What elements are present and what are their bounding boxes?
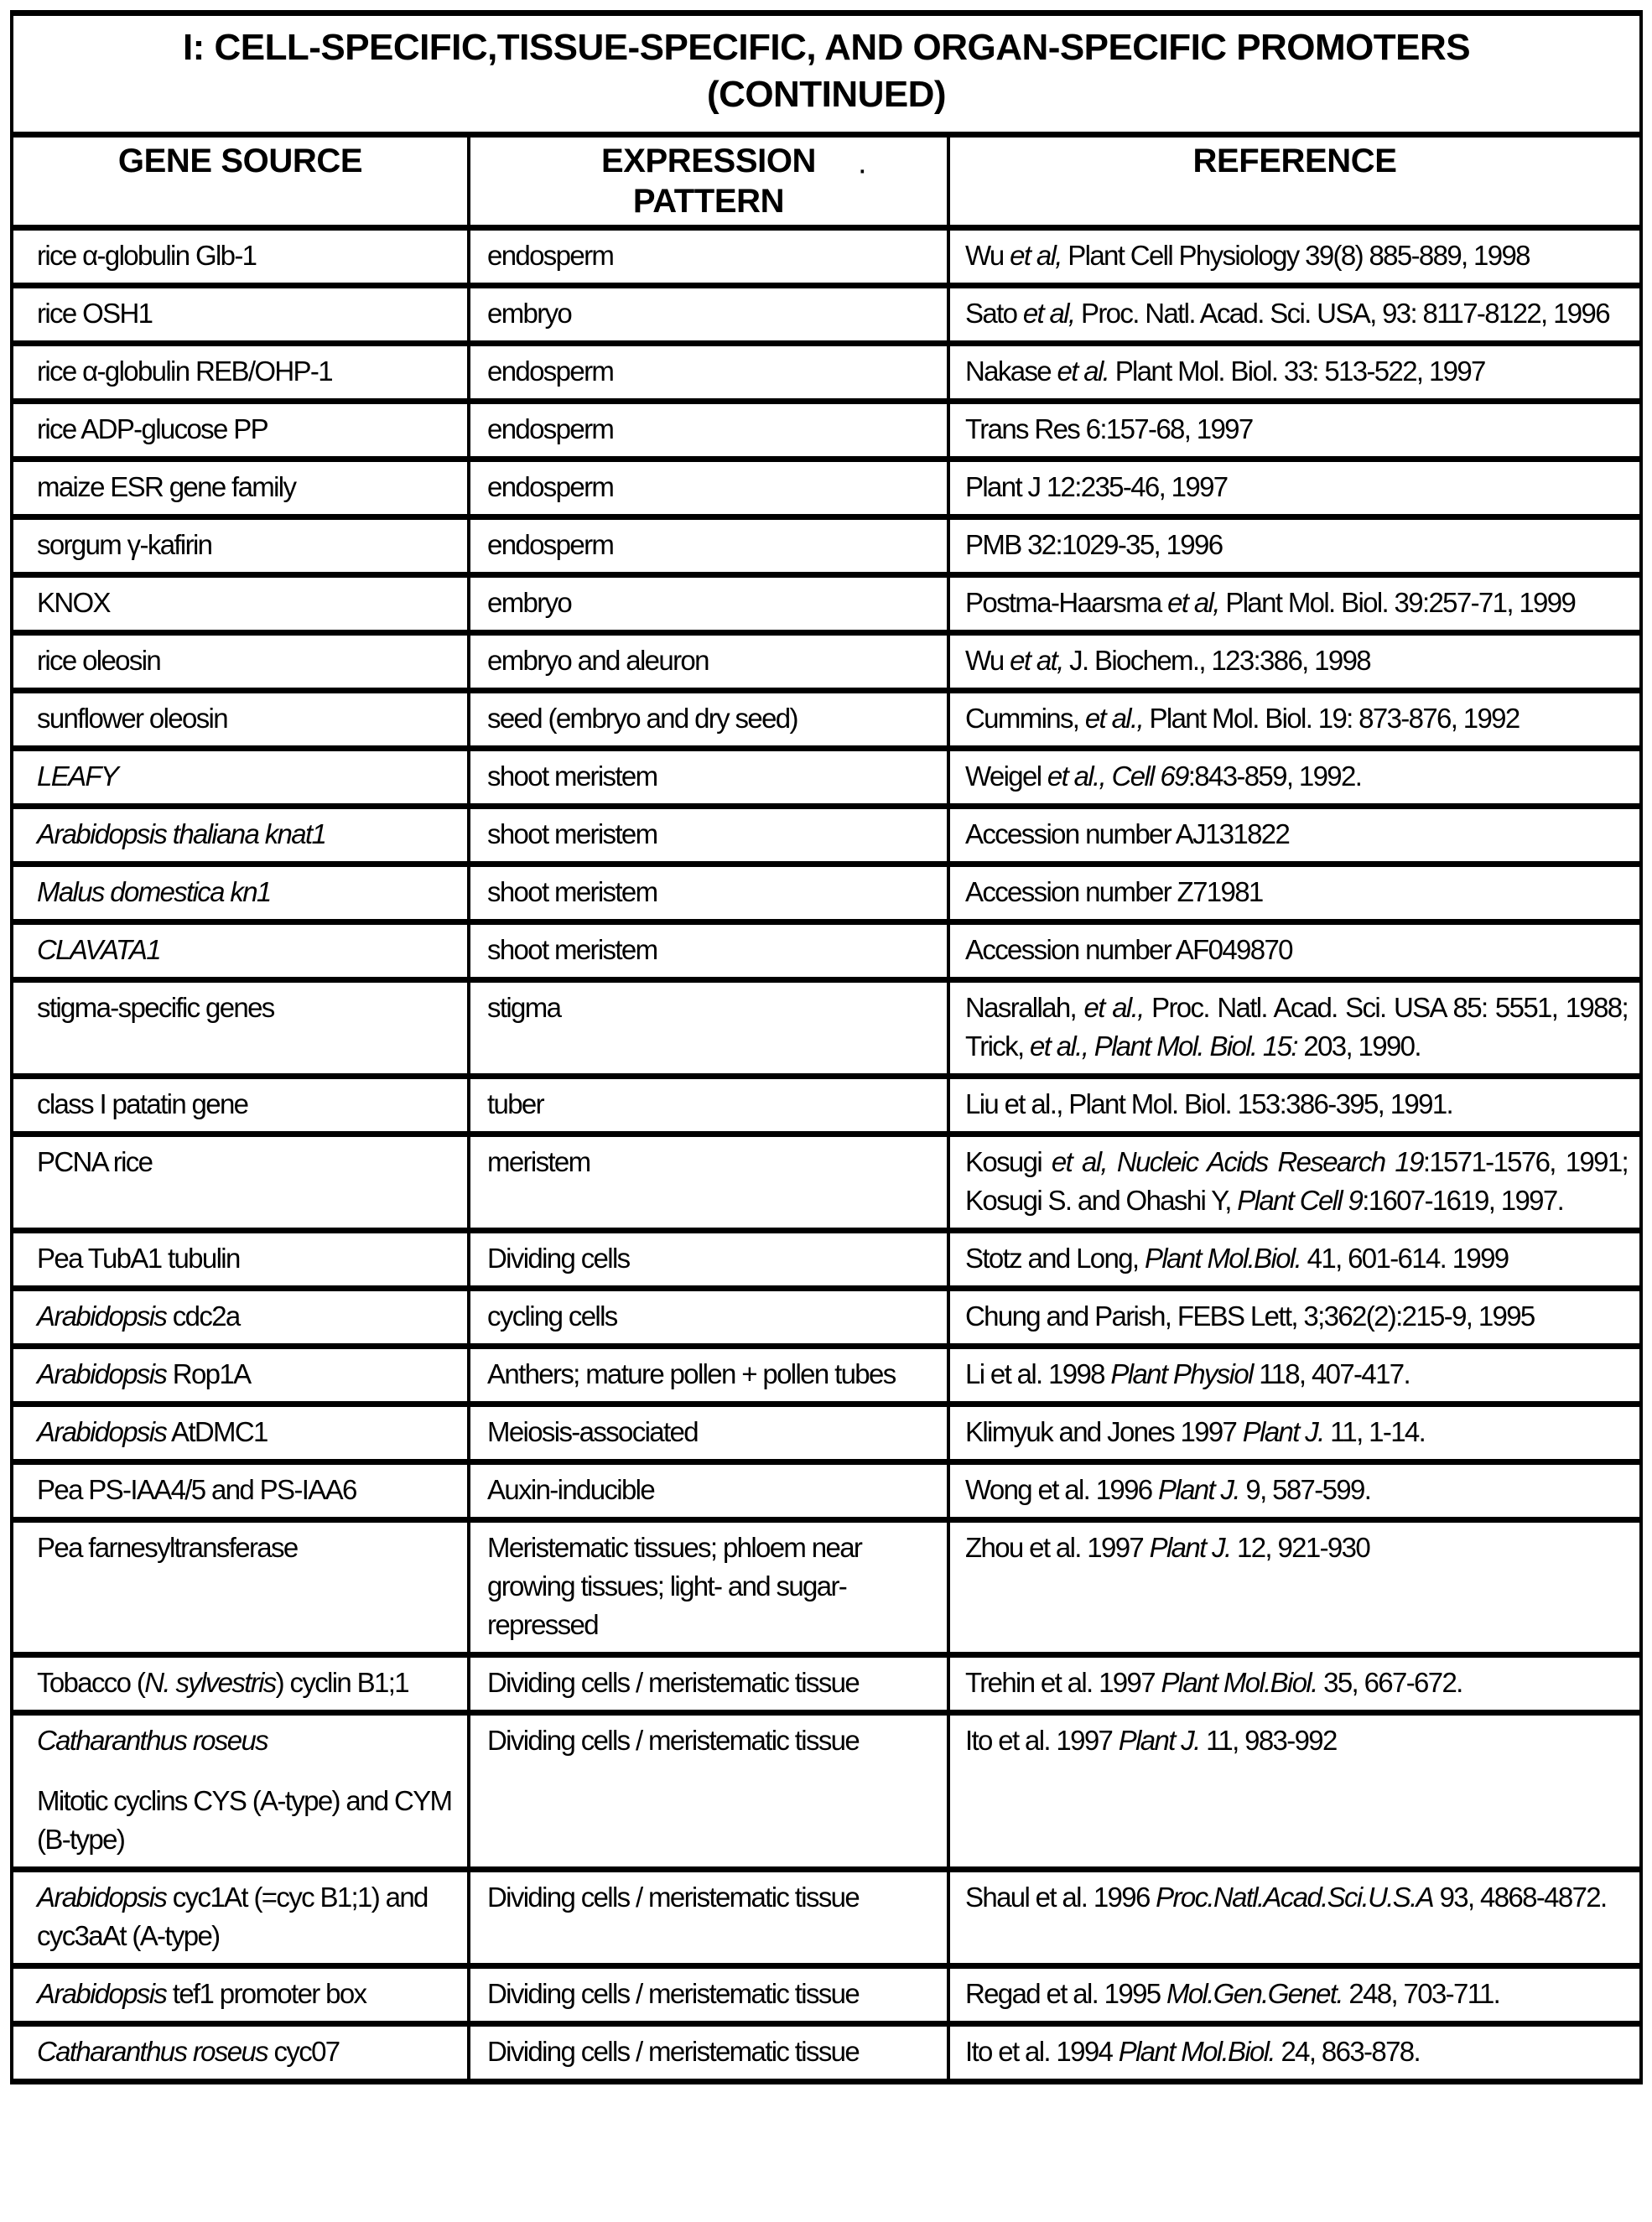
gene-text: PCNA rice bbox=[37, 1146, 153, 1177]
cell-ref-row-21 bbox=[948, 1462, 1641, 1520]
gene-text: Arabidopsis cdc2a bbox=[37, 1300, 240, 1332]
ref-text: Postma-Haarsma et al, Plant Mol. Biol. 39:257-71, 1999 bbox=[965, 587, 1576, 618]
ref-text: PMB 32:1029-35, 1996 bbox=[965, 529, 1223, 560]
cell-gene-row-17 bbox=[12, 1231, 469, 1289]
ref-text: Shaul et al. 1996 Proc.Natl.Acad.Sci.U.S.A 93, 4868-4872. bbox=[965, 1882, 1607, 1913]
gene-text: rice α-globulin REB/OHP-1 bbox=[37, 356, 332, 387]
cell-gene-row-7 bbox=[12, 575, 469, 633]
gene-text: Mitotic cyclins CYS (A-type) and CYM (B-type) bbox=[37, 1785, 452, 1855]
cell-pattern-row-11 bbox=[469, 807, 948, 864]
ref-text: Trehin et al. 1997 Plant Mol.Biol. 35, 667-672. bbox=[965, 1667, 1462, 1698]
cell-pattern-row-24 bbox=[469, 1713, 948, 1870]
cell-pattern-row-7 bbox=[469, 575, 948, 633]
table-body bbox=[12, 228, 1641, 2082]
gene-text: Tobacco (N. sylvestris) cyclin B1;1 bbox=[37, 1667, 408, 1698]
cell-ref-row-12 bbox=[948, 864, 1641, 922]
cell-pattern-row-9 bbox=[469, 691, 948, 749]
cell-pattern-row-13 bbox=[469, 922, 948, 980]
table-row bbox=[12, 286, 1641, 344]
table-row bbox=[12, 1134, 1641, 1231]
ref-text: Trans Res 6:157-68, 1997 bbox=[965, 413, 1253, 444]
pattern-text: embryo bbox=[487, 587, 572, 618]
pattern-text: endosperm bbox=[487, 240, 614, 271]
ref-text: Kosugi et al, Nucleic Acids Research 19:1571-1576, 1991; Kosugi S. and Ohashi Y, Plant Cell 9:1607-1619, 1997. bbox=[965, 1146, 1629, 1216]
cell-ref-row-7 bbox=[948, 575, 1641, 633]
ref-text: Wong et al. 1996 Plant J. 9, 587-599. bbox=[965, 1474, 1371, 1505]
ref-text: Li et al. 1998 Plant Physiol 118, 407-417. bbox=[965, 1358, 1410, 1389]
cell-gene-row-10 bbox=[12, 749, 469, 807]
ref-text: Stotz and Long, Plant Mol.Biol. 41, 601-614. 1999 bbox=[965, 1243, 1509, 1274]
cell-pattern-row-23 bbox=[469, 1655, 948, 1713]
expression-header-line2: PATTERN bbox=[632, 183, 785, 220]
cell-gene-row-9 bbox=[12, 691, 469, 749]
gene-text: sunflower oleosin bbox=[37, 703, 227, 734]
gene-text: Catharanthus roseus cyc07 bbox=[37, 2036, 340, 2067]
cell-ref-row-16 bbox=[948, 1134, 1641, 1231]
cell-pattern-row-1 bbox=[469, 228, 948, 286]
cell-ref-row-18 bbox=[948, 1289, 1641, 1347]
table-row bbox=[12, 980, 1641, 1077]
gene-text: stigma-specific genes bbox=[37, 992, 274, 1023]
cell-pattern-row-16 bbox=[469, 1134, 948, 1231]
cell-ref-row-9 bbox=[948, 691, 1641, 749]
cell-pattern-row-14 bbox=[469, 980, 948, 1077]
scan-artifact-dot: · bbox=[857, 153, 868, 188]
column-header-reference: REFERENCE bbox=[948, 135, 1641, 228]
table-row bbox=[12, 922, 1641, 980]
ref-text: Nasrallah, et al., Proc. Natl. Acad. Sci. USA 85: 5551, 1988; Trick, et al., Plant Mol. Biol. 15: 203, 1990. bbox=[965, 992, 1629, 1062]
cell-ref-row-10 bbox=[948, 749, 1641, 807]
pattern-text: embryo and aleuron bbox=[487, 645, 709, 676]
cell-pattern-row-27 bbox=[469, 2024, 948, 2082]
gene-text: rice ADP-glucose PP bbox=[37, 413, 268, 444]
cell-ref-row-27 bbox=[948, 2024, 1641, 2082]
cell-gene-row-4 bbox=[12, 402, 469, 459]
cell-pattern-row-25 bbox=[469, 1870, 948, 1966]
ref-text: Ito et al. 1997 Plant J. 11, 983-992 bbox=[965, 1725, 1337, 1756]
ref-text: Chung and Parish, FEBS Lett, 3;362(2):215-9, 1995 bbox=[965, 1300, 1535, 1332]
expression-header-line1: EXPRESSION bbox=[600, 143, 817, 179]
gene-text: maize ESR gene family bbox=[37, 471, 296, 502]
cell-gene-row-19 bbox=[12, 1347, 469, 1404]
cell-gene-row-12 bbox=[12, 864, 469, 922]
pattern-text: seed (embryo and dry seed) bbox=[487, 703, 797, 734]
table-row bbox=[12, 1347, 1641, 1404]
ref-text: Plant J 12:235-46, 1997 bbox=[965, 471, 1228, 502]
pattern-text: Dividing cells / meristematic tissue bbox=[487, 1978, 860, 2009]
table-title bbox=[12, 13, 1641, 135]
gene-text: class I patatin gene bbox=[37, 1088, 248, 1119]
cell-gene-row-25 bbox=[12, 1870, 469, 1966]
pattern-text: endosperm bbox=[487, 356, 614, 387]
gene-text: CLAVATA1 bbox=[37, 934, 160, 965]
gene-text: Arabidopsis cyc1At (=cyc B1;1) and cyc3aAt (A-type) bbox=[37, 1882, 428, 1951]
cell-gene-row-8 bbox=[12, 633, 469, 691]
table-row bbox=[12, 1713, 1641, 1870]
cell-ref-row-6 bbox=[948, 517, 1641, 575]
table-row bbox=[12, 633, 1641, 691]
pattern-text: Anthers; mature pollen + pollen tubes bbox=[487, 1358, 896, 1389]
pattern-text: shoot meristem bbox=[487, 876, 657, 907]
ref-text: Nakase et al. Plant Mol. Biol. 33: 513-522, 1997 bbox=[965, 356, 1485, 387]
cell-ref-row-3 bbox=[948, 344, 1641, 402]
gene-text: rice OSH1 bbox=[37, 298, 153, 329]
header-row bbox=[12, 135, 1641, 228]
cell-pattern-row-18 bbox=[469, 1289, 948, 1347]
gene-text: rice α-globulin Glb-1 bbox=[37, 240, 257, 271]
pattern-text: endosperm bbox=[487, 471, 614, 502]
gene-text: Pea farnesyltransferase bbox=[37, 1532, 298, 1563]
table-row bbox=[12, 459, 1641, 517]
cell-gene-row-2 bbox=[12, 286, 469, 344]
ref-text: Ito et al. 1994 Plant Mol.Biol. 24, 863-878. bbox=[965, 2036, 1420, 2067]
column-header-gene-source: GENE SOURCE bbox=[12, 135, 469, 228]
cell-gene-row-14 bbox=[12, 980, 469, 1077]
table-row bbox=[12, 691, 1641, 749]
ref-text: Cummins, et al., Plant Mol. Biol. 19: 873-876, 1992 bbox=[965, 703, 1520, 734]
table-title-line1: I: CELL-SPECIFIC,TISSUE-SPECIFIC, AND ORGAN-SPECIFIC PROMOTERS bbox=[182, 27, 1471, 68]
cell-ref-row-1 bbox=[948, 228, 1641, 286]
cell-ref-row-24 bbox=[948, 1713, 1641, 1870]
cell-gene-row-16 bbox=[12, 1134, 469, 1231]
cell-gene-row-26 bbox=[12, 1966, 469, 2024]
pattern-text: Meiosis-associated bbox=[487, 1416, 698, 1447]
cell-gene-row-27 bbox=[12, 2024, 469, 2082]
cell-ref-row-15 bbox=[948, 1077, 1641, 1134]
cell-pattern-row-15 bbox=[469, 1077, 948, 1134]
table-title-line2: (CONTINUED) bbox=[706, 74, 947, 115]
pattern-text: Dividing cells / meristematic tissue bbox=[487, 1725, 860, 1756]
gene-text: Catharanthus roseus bbox=[37, 1725, 268, 1756]
table-row bbox=[12, 1231, 1641, 1289]
pattern-text: shoot meristem bbox=[487, 761, 657, 792]
cell-ref-row-14 bbox=[948, 980, 1641, 1077]
table-row bbox=[12, 1966, 1641, 2024]
cell-gene-row-24 bbox=[12, 1713, 469, 1870]
pattern-text: cycling cells bbox=[487, 1300, 617, 1332]
cell-gene-row-21 bbox=[12, 1462, 469, 1520]
cell-gene-row-13 bbox=[12, 922, 469, 980]
cell-pattern-row-22 bbox=[469, 1520, 948, 1655]
ref-text: Accession number Z71981 bbox=[965, 876, 1263, 907]
table-row bbox=[12, 1077, 1641, 1134]
cell-ref-row-13 bbox=[948, 922, 1641, 980]
gene-text: Malus domestica kn1 bbox=[37, 876, 271, 907]
cell-gene-row-6 bbox=[12, 517, 469, 575]
pattern-text: Dividing cells / meristematic tissue bbox=[487, 1882, 860, 1913]
gene-text: Arabidopsis Rop1A bbox=[37, 1358, 251, 1389]
table-row bbox=[12, 575, 1641, 633]
gene-text: Arabidopsis AtDMC1 bbox=[37, 1416, 268, 1447]
pattern-text: Dividing cells / meristematic tissue bbox=[487, 2036, 860, 2067]
cell-ref-row-19 bbox=[948, 1347, 1641, 1404]
cell-pattern-row-4 bbox=[469, 402, 948, 459]
table-row bbox=[12, 517, 1641, 575]
pattern-text: tuber bbox=[487, 1088, 543, 1119]
cell-pattern-row-5 bbox=[469, 459, 948, 517]
ref-text: Accession number AJ131822 bbox=[965, 818, 1290, 849]
ref-text: Liu et al., Plant Mol. Biol. 153:386-395, 1991. bbox=[965, 1088, 1453, 1119]
cell-gene-row-18 bbox=[12, 1289, 469, 1347]
gene-text: Pea PS-IAA4/5 and PS-IAA6 bbox=[37, 1474, 356, 1505]
gene-text: Arabidopsis tef1 promoter box bbox=[37, 1978, 366, 2009]
cell-pattern-row-2 bbox=[469, 286, 948, 344]
cell-pattern-row-19 bbox=[469, 1347, 948, 1404]
table-row bbox=[12, 344, 1641, 402]
gene-text: Pea TubA1 tubulin bbox=[37, 1243, 240, 1274]
cell-pattern-row-8 bbox=[469, 633, 948, 691]
table-row bbox=[12, 749, 1641, 807]
cell-pattern-row-3 bbox=[469, 344, 948, 402]
ref-text: Wu et al, Plant Cell Physiology 39(8) 885-889, 1998 bbox=[965, 240, 1530, 271]
cell-ref-row-8 bbox=[948, 633, 1641, 691]
cell-ref-row-11 bbox=[948, 807, 1641, 864]
table-row bbox=[12, 807, 1641, 864]
cell-gene-row-15 bbox=[12, 1077, 469, 1134]
cell-gene-row-22 bbox=[12, 1520, 469, 1655]
cell-pattern-row-12 bbox=[469, 864, 948, 922]
promoters-table bbox=[10, 10, 1643, 2084]
pattern-text: endosperm bbox=[487, 529, 614, 560]
cell-ref-row-25 bbox=[948, 1870, 1641, 1966]
ref-text: Wu et at, J. Biochem., 123:386, 1998 bbox=[965, 645, 1370, 676]
pattern-text: shoot meristem bbox=[487, 818, 657, 849]
pattern-text: embryo bbox=[487, 298, 572, 329]
cell-pattern-row-21 bbox=[469, 1462, 948, 1520]
table-row bbox=[12, 1404, 1641, 1462]
gene-text: Arabidopsis thaliana knat1 bbox=[37, 818, 326, 849]
cell-pattern-row-10 bbox=[469, 749, 948, 807]
table-row bbox=[12, 402, 1641, 459]
table-row bbox=[12, 1655, 1641, 1713]
gene-text: LEAFY bbox=[37, 761, 118, 792]
ref-text: Weigel et al., Cell 69:843-859, 1992. bbox=[965, 761, 1362, 792]
table-row bbox=[12, 864, 1641, 922]
pattern-text: endosperm bbox=[487, 413, 614, 444]
pattern-text: Dividing cells bbox=[487, 1243, 630, 1274]
pattern-text: meristem bbox=[487, 1146, 590, 1177]
cell-ref-row-5 bbox=[948, 459, 1641, 517]
cell-ref-row-4 bbox=[948, 402, 1641, 459]
ref-text: Regad et al. 1995 Mol.Gen.Genet. 248, 703-711. bbox=[965, 1978, 1500, 2009]
cell-ref-row-23 bbox=[948, 1655, 1641, 1713]
cell-pattern-row-17 bbox=[469, 1231, 948, 1289]
pattern-text: Dividing cells / meristematic tissue bbox=[487, 1667, 860, 1698]
title-row bbox=[12, 13, 1641, 135]
table-row bbox=[12, 228, 1641, 286]
ref-text: Accession number AF049870 bbox=[965, 934, 1292, 965]
gene-text: sorgum γ-kafirin bbox=[37, 529, 212, 560]
cell-gene-row-3 bbox=[12, 344, 469, 402]
gene-text: rice oleosin bbox=[37, 645, 161, 676]
ref-text: Zhou et al. 1997 Plant J. 12, 921-930 bbox=[965, 1532, 1370, 1563]
cell-pattern-row-26 bbox=[469, 1966, 948, 2024]
cell-ref-row-26 bbox=[948, 1966, 1641, 2024]
table-row bbox=[12, 1520, 1641, 1655]
table-row bbox=[12, 2024, 1641, 2082]
pattern-text: shoot meristem bbox=[487, 934, 657, 965]
cell-gene-row-20 bbox=[12, 1404, 469, 1462]
table-row bbox=[12, 1462, 1641, 1520]
pattern-text: Auxin-inducible bbox=[487, 1474, 655, 1505]
cell-ref-row-20 bbox=[948, 1404, 1641, 1462]
ref-text: Klimyuk and Jones 1997 Plant J. 11, 1-14. bbox=[965, 1416, 1426, 1447]
cell-ref-row-22 bbox=[948, 1520, 1641, 1655]
cell-gene-row-11 bbox=[12, 807, 469, 864]
table-row bbox=[12, 1870, 1641, 1966]
gene-text: KNOX bbox=[37, 587, 110, 618]
cell-gene-row-5 bbox=[12, 459, 469, 517]
pattern-text: stigma bbox=[487, 992, 561, 1023]
ref-text: Sato et al, Proc. Natl. Acad. Sci. USA, 93: 8117-8122, 1996 bbox=[965, 298, 1609, 329]
cell-gene-row-23 bbox=[12, 1655, 469, 1713]
cell-ref-row-2 bbox=[948, 286, 1641, 344]
cell-ref-row-17 bbox=[948, 1231, 1641, 1289]
cell-gene-row-1 bbox=[12, 228, 469, 286]
column-header-expression-pattern bbox=[469, 135, 948, 228]
cell-pattern-row-6 bbox=[469, 517, 948, 575]
table-row bbox=[12, 1289, 1641, 1347]
cell-pattern-row-20 bbox=[469, 1404, 948, 1462]
pattern-text: Meristematic tissues; phloem near growing tissues; light- and sugar-repressed bbox=[487, 1532, 862, 1640]
